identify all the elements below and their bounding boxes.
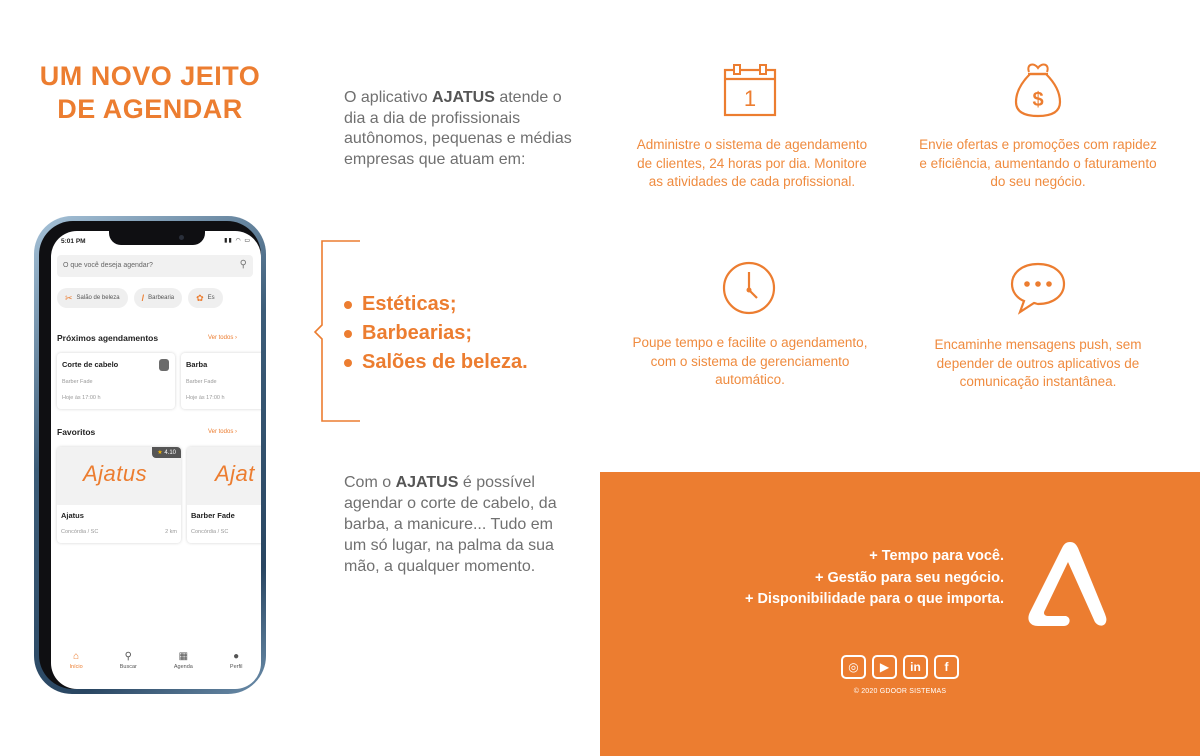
favorite-card[interactable] bbox=[57, 447, 181, 543]
nav-agenda[interactable] bbox=[174, 651, 193, 689]
bullet-icon bbox=[344, 359, 352, 367]
calendar-day: 1 bbox=[743, 86, 757, 111]
appointment-card[interactable] bbox=[181, 353, 261, 409]
nav-label: Agenda bbox=[173, 664, 193, 670]
calendar-icon bbox=[722, 62, 778, 118]
clock-icon bbox=[721, 260, 777, 316]
headline bbox=[30, 60, 270, 126]
favorites-see-all-link[interactable] bbox=[208, 429, 237, 435]
search-icon[interactable]: ⚲ bbox=[239, 259, 247, 270]
outro-after: é possível agendar o corte de cabelo, da barba, a manicure... Tudo em um só lugar, na palma da sua mão, a qualquer momento. bbox=[344, 474, 557, 575]
chevron-right-icon: › bbox=[235, 429, 237, 435]
phone-notch bbox=[109, 231, 205, 245]
chip-label: Salão de beleza bbox=[76, 295, 120, 301]
segment-label: Salões de beleza. bbox=[362, 351, 528, 373]
home-icon: ⌂ bbox=[73, 651, 80, 662]
slogans bbox=[745, 546, 1004, 611]
favorite-banner bbox=[187, 447, 261, 505]
outro-before: Com o bbox=[344, 474, 396, 491]
bottom-navigation bbox=[51, 651, 261, 689]
favorite-city: Concórdia / SC bbox=[191, 529, 229, 535]
bullet-icon bbox=[344, 330, 352, 338]
appointment-time: Hoje às 17:00 h bbox=[62, 395, 101, 401]
phone-bezel bbox=[39, 221, 261, 689]
status-icons: ▮▮ ◠ ▭ bbox=[224, 238, 251, 244]
phone-mockup bbox=[34, 216, 266, 694]
rating-badge bbox=[152, 447, 181, 458]
instagram-icon[interactable]: ◎ bbox=[841, 655, 866, 679]
appointment-shop: Barber Fade bbox=[62, 379, 93, 385]
favorites-title: Favoritos bbox=[57, 427, 96, 437]
chip-label: Barbearia bbox=[148, 295, 175, 301]
ajatus-logo-icon bbox=[1020, 534, 1112, 634]
segment-label: Estéticas; bbox=[362, 293, 457, 315]
outro-text bbox=[344, 472, 574, 577]
favorite-banner bbox=[57, 447, 181, 505]
nav-profile[interactable] bbox=[230, 651, 243, 689]
search-placeholder: O que você deseja agendar? bbox=[63, 262, 153, 269]
slogan-time: + Tempo para você. bbox=[869, 548, 1004, 564]
favorite-logo: Ajatus bbox=[83, 461, 148, 486]
intro-brand: AJATUS bbox=[432, 89, 495, 106]
nav-home[interactable] bbox=[70, 651, 83, 689]
outro-brand: AJATUS bbox=[395, 474, 459, 491]
see-all-label: Ver todos bbox=[207, 335, 234, 341]
razor-icon: / bbox=[141, 293, 145, 303]
segment-label: Barbearias; bbox=[362, 322, 473, 344]
favorite-city: Concórdia / SC bbox=[61, 529, 99, 535]
chip-aesthetics[interactable] bbox=[188, 288, 223, 308]
favorite-card[interactable] bbox=[187, 447, 261, 543]
phone-screen bbox=[51, 231, 261, 689]
copyright: © 2020 GDOOR SISTEMAS bbox=[853, 688, 947, 695]
social-links bbox=[841, 655, 959, 679]
appointment-service: Corte de cabelo bbox=[62, 360, 119, 369]
feature-text-time: Poupe tempo e facilite o agendamento, com o sistema de gerenciamento automático. bbox=[632, 335, 868, 387]
slogan-management: + Gestão para seu negócio. bbox=[815, 569, 1004, 586]
status-time: 5:01 PM bbox=[61, 238, 86, 245]
favorite-distance: 2 km bbox=[165, 529, 177, 535]
segments-list bbox=[344, 290, 528, 377]
currency-symbol: $ bbox=[1032, 89, 1044, 111]
calendar-icon: ▦ bbox=[178, 651, 189, 662]
aesthetics-icon: ✿ bbox=[196, 292, 204, 303]
upcoming-see-all-link[interactable] bbox=[208, 335, 237, 341]
nav-label: Perfil bbox=[229, 664, 243, 670]
intro-text bbox=[344, 88, 574, 170]
upcoming-title: Próximos agendamentos bbox=[57, 333, 159, 343]
segment-item bbox=[344, 290, 528, 319]
category-chips bbox=[57, 288, 223, 308]
salon-icon: ✂ bbox=[65, 292, 73, 303]
intro-before: O aplicativo bbox=[344, 89, 433, 106]
person-icon: ● bbox=[233, 651, 240, 662]
headline-line-2: DE AGENDAR bbox=[57, 94, 243, 124]
chip-label: Es bbox=[207, 295, 215, 301]
appointment-card[interactable] bbox=[57, 353, 175, 409]
segment-item bbox=[344, 319, 528, 348]
slogan-availability: + Disponibilidade para o que importa. bbox=[744, 591, 1004, 607]
appointment-time: Hoje às 17:00 h bbox=[186, 395, 225, 401]
chevron-right-icon: › bbox=[235, 335, 237, 341]
intro-after: atende o dia a dia de profissionais autônomos, pequenas e médias empresas que atuam em: bbox=[344, 89, 572, 168]
camera-icon bbox=[179, 235, 184, 240]
see-all-label: Ver todos bbox=[207, 429, 234, 435]
feature-text-offers: Envie ofertas e promoções com rapidez e eficiência, aumentando o faturamento do seu negócio. bbox=[919, 137, 1157, 189]
youtube-icon[interactable]: ▶ bbox=[872, 655, 897, 679]
favorite-name: Ajatus bbox=[61, 511, 84, 520]
headline-line-1: UM NOVO JEITO bbox=[39, 61, 261, 91]
bullet-icon bbox=[344, 301, 352, 309]
chip-barbershop[interactable] bbox=[134, 288, 183, 308]
linkedin-icon[interactable]: in bbox=[903, 655, 928, 679]
chat-bubble-icon bbox=[1008, 260, 1068, 316]
chip-salon[interactable] bbox=[57, 288, 128, 308]
money-bag-icon bbox=[1012, 60, 1064, 118]
appointment-service: Barba bbox=[186, 360, 208, 369]
nav-label: Início bbox=[69, 664, 83, 670]
appointment-shop: Barber Fade bbox=[186, 379, 217, 385]
facebook-icon[interactable]: f bbox=[934, 655, 959, 679]
star-icon: ★ bbox=[157, 450, 163, 456]
search-input[interactable] bbox=[57, 255, 253, 277]
nav-label: Buscar bbox=[119, 664, 137, 670]
favorite-logo: Ajat bbox=[215, 461, 255, 486]
promo-panel bbox=[600, 472, 1200, 756]
segment-item bbox=[344, 348, 528, 377]
barber-avatar bbox=[159, 359, 169, 371]
feature-text-scheduling: Administre o sistema de agendamento de clientes, 24 horas por dia. Monitore as atividades de cada profissional. bbox=[636, 137, 868, 189]
nav-search[interactable] bbox=[120, 651, 137, 689]
feature-text-push: Encaminhe mensagens push, sem depender de outros aplicativos de comunicação instantânea. bbox=[934, 337, 1142, 389]
search-icon: ⚲ bbox=[124, 651, 132, 662]
favorite-name: Barber Fade bbox=[191, 511, 235, 520]
rating-value: 4.10 bbox=[164, 450, 176, 456]
